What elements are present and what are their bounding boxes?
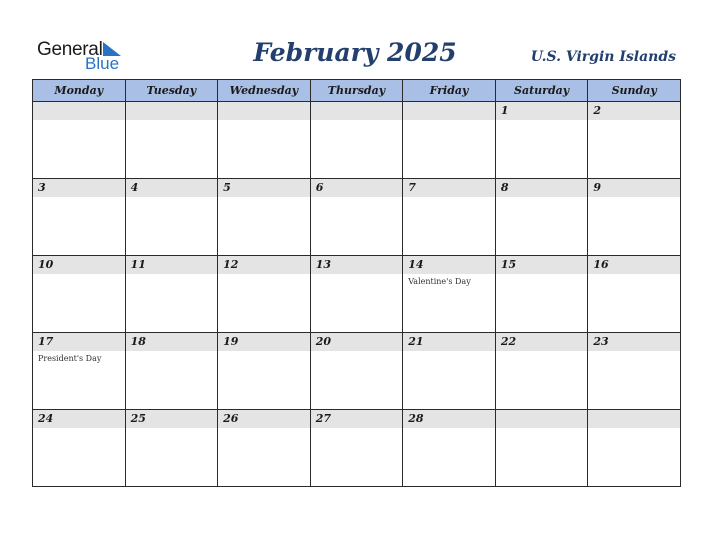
day-cell[interactable] [495,102,588,179]
day-number-band [311,333,403,351]
day-cell[interactable] [495,410,588,487]
day-cell[interactable] [125,256,218,333]
day-cell[interactable] [403,256,496,333]
day-number: 4 [130,181,139,194]
day-number [126,102,218,104]
day-cell[interactable] [125,102,218,179]
day-cell[interactable] [403,179,496,256]
day-number-band [311,102,403,120]
day-number: 5 [223,181,231,194]
day-number-band [218,102,310,120]
day-number-band [403,333,495,351]
day-number: 16 [593,258,609,271]
day-number: 1 [500,104,509,117]
day-cell[interactable] [588,333,681,410]
weekday-sunday: Sunday [588,80,681,102]
day-number-band [33,333,125,351]
day-number: 12 [223,258,239,271]
day-number-band [311,256,403,274]
day-number: 20 [315,335,331,348]
day-number: 18 [130,335,146,348]
day-cell[interactable] [403,333,496,410]
day-cell[interactable] [33,102,126,179]
day-number-band [126,410,218,428]
day-number-band [403,179,495,197]
day-cell[interactable] [33,410,126,487]
day-number-band [496,410,588,428]
weekday-saturday: Saturday [495,80,588,102]
day-cell[interactable] [403,410,496,487]
day-cell[interactable] [218,179,311,256]
day-cell[interactable] [588,179,681,256]
weekday-header-row [33,80,681,102]
day-number-band [126,256,218,274]
day-cell[interactable] [33,179,126,256]
day-number: 27 [315,412,331,425]
day-number: 14 [408,258,424,271]
day-number: 15 [500,258,517,271]
day-number: 10 [38,258,54,271]
day-number-band [588,102,680,120]
day-number-band [218,256,310,274]
day-number [403,102,495,104]
day-number: 23 [593,335,609,348]
week-row [33,333,681,410]
day-number: 28 [408,412,424,425]
day-number: 11 [130,258,146,271]
day-cell[interactable] [310,256,403,333]
day-number-band [311,179,403,197]
day-number-band [33,410,125,428]
day-number: 9 [593,181,602,194]
day-number-band [496,102,588,120]
day-cell[interactable] [495,333,588,410]
day-cell[interactable] [218,333,311,410]
day-cell[interactable] [310,410,403,487]
day-cell[interactable] [218,410,311,487]
day-number-band [33,256,125,274]
day-cell[interactable] [218,256,311,333]
day-number: 24 [38,412,54,425]
generalblue-logo [37,40,127,76]
day-number-band [126,102,218,120]
day-number: 3 [38,181,46,194]
weekday-monday: Monday [33,80,126,102]
day-number: 2 [593,104,602,117]
day-number: 7 [408,181,416,194]
day-number-band [218,179,310,197]
day-cell[interactable] [495,179,588,256]
day-number-band [496,333,588,351]
day-number [496,410,588,412]
country-name: U.S. Virgin Islands [530,49,676,65]
day-cell[interactable] [310,333,403,410]
day-number-band [126,333,218,351]
day-number: 13 [315,258,331,271]
week-row [33,179,681,256]
calendar-title: February 2025 [253,38,457,67]
day-number: 6 [315,181,324,194]
calendar-grid [32,79,681,487]
week-row [33,410,681,487]
day-number-band [403,102,495,120]
day-number-band [218,333,310,351]
weekday-thursday: Thursday [310,80,403,102]
day-number [218,102,310,104]
day-number: 19 [223,335,239,348]
day-number-band [496,179,588,197]
day-number-band [33,179,125,197]
day-cell[interactable] [125,333,218,410]
day-number [33,102,125,104]
day-cell[interactable] [403,102,496,179]
holiday-label: Valentine's Day [408,277,471,286]
day-number [588,410,680,412]
day-number-band [588,179,680,197]
day-number: 25 [130,412,146,425]
day-number-band [33,102,125,120]
day-number-band [126,179,218,197]
day-number: 22 [500,335,517,348]
day-number: 8 [500,181,509,194]
holiday-label: President's Day [38,354,102,363]
day-number-band [496,256,588,274]
day-cell[interactable] [33,333,126,410]
day-cell[interactable] [33,256,126,333]
day-number-band [588,256,680,274]
day-number-band [218,410,310,428]
day-number: 26 [223,412,239,425]
day-cell[interactable] [495,256,588,333]
day-cell[interactable] [588,410,681,487]
weekday-wednesday: Wednesday [218,80,311,102]
day-cell[interactable] [125,179,218,256]
day-number: 17 [38,335,54,348]
logo-word-general: General [37,39,103,60]
day-number: 21 [408,335,424,348]
day-number-band [311,410,403,428]
weekday-tuesday: Tuesday [125,80,218,102]
day-cell[interactable] [588,102,681,179]
day-cell[interactable] [310,179,403,256]
day-number-band [403,256,495,274]
weekday-friday: Friday [403,80,496,102]
day-number [311,102,403,104]
day-cell[interactable] [218,102,311,179]
day-number-band [588,333,680,351]
day-cell[interactable] [588,256,681,333]
week-row [33,256,681,333]
day-cell[interactable] [125,410,218,487]
week-row [33,102,681,179]
day-number-band [588,410,680,428]
calendar-body [33,102,681,487]
logo-word-blue: Blue [85,54,120,73]
day-cell[interactable] [310,102,403,179]
day-number-band [403,410,495,428]
